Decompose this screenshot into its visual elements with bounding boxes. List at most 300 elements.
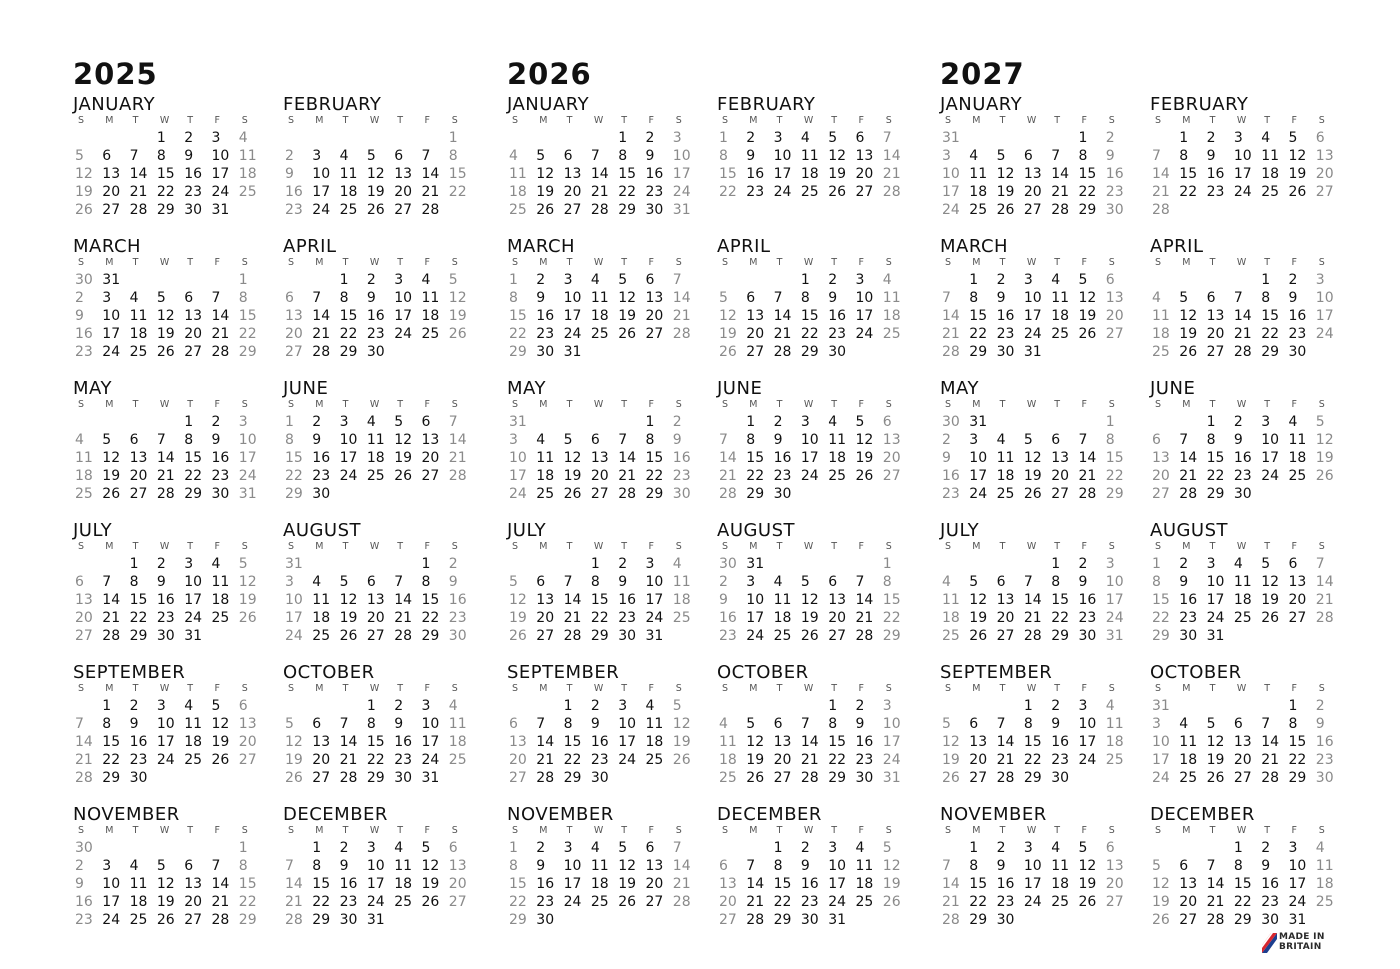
- day-cell: 10: [102, 308, 121, 324]
- weekday-label: S: [675, 825, 682, 836]
- weekday-label: M: [749, 825, 758, 836]
- day-cell: 28: [156, 486, 175, 502]
- day-cell: 12: [448, 290, 467, 306]
- month-block: [940, 378, 1130, 503]
- empty-cell: [671, 627, 698, 645]
- day-cell: 8: [1288, 716, 1298, 732]
- day-cell: 27: [285, 344, 303, 360]
- empty-cell: [967, 697, 994, 715]
- day-cell: 24: [1233, 184, 1252, 200]
- weekday-label: S: [241, 399, 248, 410]
- weekday-label: S: [722, 541, 729, 552]
- day-cell: 11: [509, 166, 527, 182]
- day-grid: [73, 114, 263, 219]
- day-cell: 26: [618, 894, 637, 910]
- day-cell: 3: [855, 272, 865, 288]
- day-cell: 9: [746, 148, 756, 164]
- day-cell: 6: [1105, 272, 1115, 288]
- day-cell: 19: [882, 876, 901, 892]
- day-cell: 17: [421, 734, 440, 750]
- day-cell: 24: [1152, 770, 1170, 786]
- day-cell: 27: [882, 468, 901, 484]
- weekday-label: S: [288, 399, 295, 410]
- day-cell: 17: [800, 450, 819, 466]
- day-cell: 8: [590, 574, 600, 590]
- day-cell: 25: [129, 344, 148, 360]
- day-cell: 8: [421, 574, 431, 590]
- day-cell: 19: [1261, 592, 1280, 608]
- day-cell: 10: [1152, 734, 1170, 750]
- weekday-label: F: [648, 683, 654, 694]
- day-cell: 22: [366, 752, 385, 768]
- month-name: JANUARY: [507, 94, 590, 115]
- day-cell: 9: [800, 858, 810, 874]
- day-cell: 25: [773, 628, 792, 644]
- day-cell: 5: [672, 698, 682, 714]
- day-cell: 9: [1206, 148, 1216, 164]
- day-cell: 29: [1206, 486, 1225, 502]
- day-cell: 7: [800, 716, 810, 732]
- day-cell: 31: [645, 628, 664, 644]
- day-cell: 7: [129, 148, 139, 164]
- day-cell: 24: [1261, 468, 1280, 484]
- day-cell: 26: [156, 912, 175, 928]
- weekday-label: F: [648, 825, 654, 836]
- day-cell: 23: [800, 894, 819, 910]
- month-block: [1150, 804, 1340, 929]
- day-cell: 7: [996, 716, 1006, 732]
- weekday-label: T: [1264, 825, 1270, 836]
- day-cell: 24: [969, 486, 988, 502]
- weekday-label: T: [999, 115, 1006, 126]
- day-cell: 27: [448, 894, 467, 910]
- year-title: 2026: [507, 57, 592, 91]
- day-cell: 10: [1206, 574, 1225, 590]
- day-cell: 10: [882, 716, 901, 732]
- weekday-label: M: [539, 399, 548, 410]
- weekday-label: S: [288, 541, 295, 552]
- weekday-label: T: [1209, 257, 1216, 268]
- day-cell: 18: [719, 752, 737, 768]
- empty-cell: [717, 697, 744, 715]
- day-cell: 10: [1023, 858, 1042, 874]
- weekday-label: T: [132, 399, 139, 410]
- day-cell: 3: [618, 698, 628, 714]
- weekday-label: T: [621, 399, 627, 410]
- day-grid: [1150, 256, 1340, 361]
- day-cell: 2: [211, 414, 221, 430]
- day-cell: 14: [536, 734, 555, 750]
- weekday-label: S: [722, 683, 729, 694]
- empty-cell: [447, 343, 474, 361]
- day-cell: 30: [211, 486, 230, 502]
- weekday-label: W: [1236, 399, 1247, 410]
- day-cell: 1: [1233, 840, 1243, 856]
- day-cell: 13: [1105, 858, 1124, 874]
- empty-cell: [799, 697, 826, 715]
- day-cell: 1: [645, 414, 655, 430]
- day-cell: 24: [882, 752, 901, 768]
- day-cell: 14: [156, 450, 175, 466]
- day-cell: 23: [773, 468, 792, 484]
- day-cell: 8: [312, 858, 322, 874]
- day-cell: 5: [942, 716, 951, 732]
- day-cell: 10: [1261, 432, 1280, 448]
- weekday-label: S: [512, 683, 519, 694]
- day-cell: 19: [719, 326, 737, 342]
- day-cell: 16: [285, 184, 303, 200]
- day-cell: 24: [102, 344, 121, 360]
- day-cell: 21: [1233, 326, 1252, 342]
- day-cell: 5: [828, 130, 838, 146]
- day-cell: 13: [285, 308, 303, 324]
- day-cell: 15: [184, 450, 203, 466]
- weekday-label: T: [1264, 115, 1270, 126]
- weekday-label: S: [675, 683, 682, 694]
- day-cell: 3: [672, 130, 682, 146]
- empty-cell: [447, 485, 474, 503]
- day-cell: 12: [75, 166, 93, 182]
- weekday-label: M: [1182, 541, 1191, 552]
- day-cell: 13: [1179, 876, 1198, 892]
- day-cell: 10: [1105, 574, 1124, 590]
- month-block: [73, 236, 263, 361]
- weekday-label: W: [369, 115, 380, 126]
- day-cell: 21: [1023, 610, 1042, 626]
- day-cell: 30: [1288, 344, 1307, 360]
- day-cell: 15: [828, 734, 847, 750]
- month-block: [717, 520, 907, 645]
- day-cell: 6: [394, 148, 404, 164]
- empty-cell: [1177, 697, 1204, 715]
- day-cell: 2: [1105, 130, 1115, 146]
- month-block: [940, 236, 1130, 361]
- day-cell: 2: [773, 414, 783, 430]
- empty-cell: [1177, 271, 1204, 289]
- day-cell: 5: [1078, 840, 1088, 856]
- day-cell: 9: [156, 574, 166, 590]
- day-cell: 25: [800, 184, 819, 200]
- empty-cell: [338, 697, 365, 715]
- day-cell: 20: [1179, 894, 1198, 910]
- empty-cell: [534, 697, 561, 715]
- day-cell: 6: [828, 574, 838, 590]
- day-cell: 19: [339, 610, 358, 626]
- empty-cell: [128, 413, 155, 431]
- day-cell: 11: [312, 592, 331, 608]
- day-cell: 5: [1179, 290, 1189, 306]
- weekday-label: T: [1209, 115, 1216, 126]
- day-cell: 23: [1179, 610, 1198, 626]
- day-cell: 10: [421, 716, 440, 732]
- day-grid: [717, 398, 907, 503]
- day-cell: 12: [618, 290, 637, 306]
- day-cell: 27: [509, 770, 527, 786]
- day-cell: 8: [1206, 432, 1216, 448]
- empty-cell: [100, 839, 127, 857]
- day-cell: 30: [773, 486, 792, 502]
- weekday-label: W: [369, 825, 380, 836]
- day-cell: 6: [1288, 556, 1298, 572]
- day-cell: 19: [800, 610, 819, 626]
- day-cell: 6: [719, 858, 728, 874]
- day-cell: 30: [184, 202, 203, 218]
- day-cell: 18: [882, 308, 901, 324]
- weekday-label: F: [858, 257, 864, 268]
- day-cell: 15: [366, 734, 385, 750]
- day-cell: 11: [672, 574, 691, 590]
- day-cell: 8: [129, 574, 139, 590]
- year-title: 2027: [940, 57, 1025, 91]
- day-cell: 3: [285, 574, 294, 590]
- day-cell: 25: [211, 610, 230, 626]
- day-cell: 19: [618, 308, 637, 324]
- day-cell: 2: [75, 290, 84, 306]
- day-cell: 23: [590, 752, 609, 768]
- empty-cell: [940, 271, 967, 289]
- empty-cell: [447, 769, 474, 787]
- day-cell: 10: [672, 148, 691, 164]
- day-cell: 14: [672, 290, 691, 306]
- day-cell: 29: [509, 344, 527, 360]
- day-cell: 25: [719, 770, 737, 786]
- day-cell: 19: [1179, 326, 1198, 342]
- day-cell: 5: [746, 716, 756, 732]
- day-cell: 6: [996, 574, 1006, 590]
- day-cell: 13: [1315, 148, 1334, 164]
- day-cell: 17: [563, 876, 582, 892]
- day-cell: 15: [129, 592, 148, 608]
- weekday-label: T: [566, 115, 573, 126]
- day-cell: 27: [1105, 894, 1124, 910]
- day-cell: 1: [618, 130, 628, 146]
- day-cell: 3: [1078, 698, 1088, 714]
- day-cell: 21: [536, 752, 555, 768]
- day-cell: 27: [238, 752, 257, 768]
- weekday-label: S: [451, 257, 458, 268]
- day-cell: 6: [1051, 432, 1061, 448]
- day-cell: 26: [1315, 468, 1334, 484]
- empty-cell: [1049, 129, 1076, 147]
- day-cell: 5: [339, 574, 349, 590]
- day-cell: 1: [800, 272, 810, 288]
- day-cell: 17: [672, 166, 691, 182]
- empty-cell: [365, 485, 392, 503]
- day-grid: [1150, 398, 1340, 503]
- day-cell: 22: [1152, 610, 1170, 626]
- day-cell: 22: [156, 184, 175, 200]
- day-cell: 5: [882, 840, 892, 856]
- day-cell: 25: [1261, 184, 1280, 200]
- weekday-label: W: [1236, 541, 1247, 552]
- empty-cell: [310, 697, 337, 715]
- day-cell: 23: [1051, 752, 1070, 768]
- empty-cell: [744, 271, 771, 289]
- day-cell: 1: [312, 840, 322, 856]
- weekday-label: F: [1291, 399, 1297, 410]
- day-cell: 1: [969, 272, 979, 288]
- day-cell: 26: [719, 344, 737, 360]
- day-cell: 20: [102, 184, 121, 200]
- day-cell: 4: [394, 840, 404, 856]
- weekday-label: T: [187, 257, 193, 268]
- day-cell: 19: [238, 592, 257, 608]
- month-name: OCTOBER: [283, 662, 375, 683]
- day-cell: 9: [590, 716, 600, 732]
- day-cell: 1: [1206, 414, 1216, 430]
- day-cell: 17: [1152, 752, 1170, 768]
- day-cell: 3: [800, 414, 810, 430]
- day-cell: 15: [590, 592, 609, 608]
- day-cell: 21: [1179, 468, 1198, 484]
- day-cell: 26: [211, 752, 230, 768]
- weekday-label: M: [972, 825, 981, 836]
- day-cell: 22: [1023, 752, 1042, 768]
- day-cell: 3: [156, 698, 166, 714]
- day-cell: 6: [1023, 148, 1033, 164]
- year-title: 2025: [73, 57, 158, 91]
- day-cell: 27: [102, 202, 121, 218]
- weekday-label: W: [803, 825, 814, 836]
- day-cell: 22: [509, 894, 527, 910]
- day-cell: 14: [773, 308, 792, 324]
- day-cell: 6: [238, 698, 248, 714]
- day-cell: 29: [339, 344, 358, 360]
- day-cell: 3: [563, 840, 573, 856]
- day-cell: 26: [746, 770, 765, 786]
- day-cell: 12: [882, 858, 901, 874]
- day-cell: 14: [996, 734, 1015, 750]
- month-name: MAY: [507, 378, 546, 399]
- day-cell: 3: [645, 556, 655, 572]
- day-cell: 19: [746, 752, 765, 768]
- day-cell: 25: [394, 894, 413, 910]
- empty-cell: [507, 129, 534, 147]
- day-cell: 5: [855, 414, 865, 430]
- weekday-label: S: [241, 115, 248, 126]
- day-cell: 17: [211, 166, 230, 182]
- weekday-label: S: [1108, 825, 1115, 836]
- day-cell: 31: [969, 414, 988, 430]
- day-cell: 15: [421, 592, 440, 608]
- day-cell: 8: [882, 574, 892, 590]
- empty-cell: [940, 839, 967, 857]
- weekday-label: T: [1264, 399, 1270, 410]
- day-cell: 4: [996, 432, 1006, 448]
- day-cell: 29: [102, 770, 121, 786]
- weekday-label: M: [315, 683, 324, 694]
- empty-cell: [1177, 201, 1204, 219]
- day-cell: 26: [394, 468, 413, 484]
- day-cell: 24: [855, 326, 874, 342]
- weekday-label: T: [132, 115, 139, 126]
- day-cell: 4: [590, 840, 600, 856]
- weekday-label: S: [512, 825, 519, 836]
- empty-cell: [1259, 201, 1286, 219]
- day-cell: 25: [129, 912, 148, 928]
- weekday-label: T: [132, 683, 139, 694]
- day-cell: 11: [211, 574, 230, 590]
- weekday-label: M: [539, 683, 548, 694]
- day-cell: 29: [238, 912, 257, 928]
- day-cell: 13: [75, 592, 93, 608]
- month-block: [717, 236, 907, 361]
- day-cell: 25: [421, 326, 440, 342]
- day-cell: 12: [855, 432, 874, 448]
- day-cell: 13: [184, 308, 203, 324]
- weekday-label: S: [885, 115, 892, 126]
- empty-cell: [1177, 839, 1204, 857]
- day-cell: 31: [1152, 698, 1170, 714]
- day-cell: 19: [536, 184, 555, 200]
- day-cell: 13: [855, 148, 874, 164]
- day-cell: 17: [618, 734, 637, 750]
- day-cell: 31: [1105, 628, 1124, 644]
- day-cell: 21: [1051, 184, 1070, 200]
- day-cell: 16: [339, 876, 358, 892]
- day-cell: 4: [645, 698, 655, 714]
- day-cell: 30: [645, 202, 664, 218]
- day-cell: 14: [211, 876, 230, 892]
- day-cell: 28: [129, 202, 148, 218]
- day-cell: 8: [1051, 574, 1061, 590]
- day-cell: 29: [618, 202, 637, 218]
- day-cell: 18: [75, 468, 93, 484]
- weekday-label: T: [566, 399, 573, 410]
- weekday-label: W: [1236, 825, 1247, 836]
- weekday-label: T: [999, 683, 1006, 694]
- day-cell: 10: [509, 450, 527, 466]
- day-cell: 22: [1105, 468, 1124, 484]
- day-cell: 18: [645, 734, 664, 750]
- day-cell: 16: [942, 468, 960, 484]
- empty-cell: [73, 129, 100, 147]
- day-cell: 2: [828, 272, 838, 288]
- day-cell: 29: [969, 344, 988, 360]
- empty-cell: [1232, 697, 1259, 715]
- day-grid: [717, 682, 907, 787]
- day-cell: 18: [1233, 592, 1252, 608]
- day-cell: 1: [366, 698, 376, 714]
- empty-cell: [1104, 769, 1131, 787]
- weekday-label: W: [593, 115, 604, 126]
- day-cell: 19: [1315, 450, 1334, 466]
- empty-cell: [1205, 697, 1232, 715]
- day-grid: [73, 256, 263, 361]
- month-block: [940, 520, 1130, 645]
- day-cell: 11: [1152, 308, 1170, 324]
- weekday-label: S: [1318, 399, 1325, 410]
- day-cell: 5: [1206, 716, 1216, 732]
- weekday-label: F: [858, 541, 864, 552]
- day-cell: 4: [942, 574, 951, 590]
- weekday-label: M: [972, 541, 981, 552]
- day-cell: 8: [800, 290, 810, 306]
- day-cell: 18: [536, 468, 555, 484]
- day-cell: 10: [618, 716, 637, 732]
- day-cell: 16: [184, 166, 203, 182]
- day-cell: 25: [1051, 326, 1070, 342]
- empty-cell: [237, 627, 264, 645]
- day-cell: 27: [184, 912, 203, 928]
- day-cell: 8: [618, 148, 628, 164]
- day-cell: 7: [855, 574, 865, 590]
- day-cell: 3: [1261, 414, 1271, 430]
- day-cell: 24: [394, 326, 413, 342]
- day-cell: 18: [855, 876, 874, 892]
- empty-cell: [853, 485, 880, 503]
- day-cell: 6: [129, 432, 139, 448]
